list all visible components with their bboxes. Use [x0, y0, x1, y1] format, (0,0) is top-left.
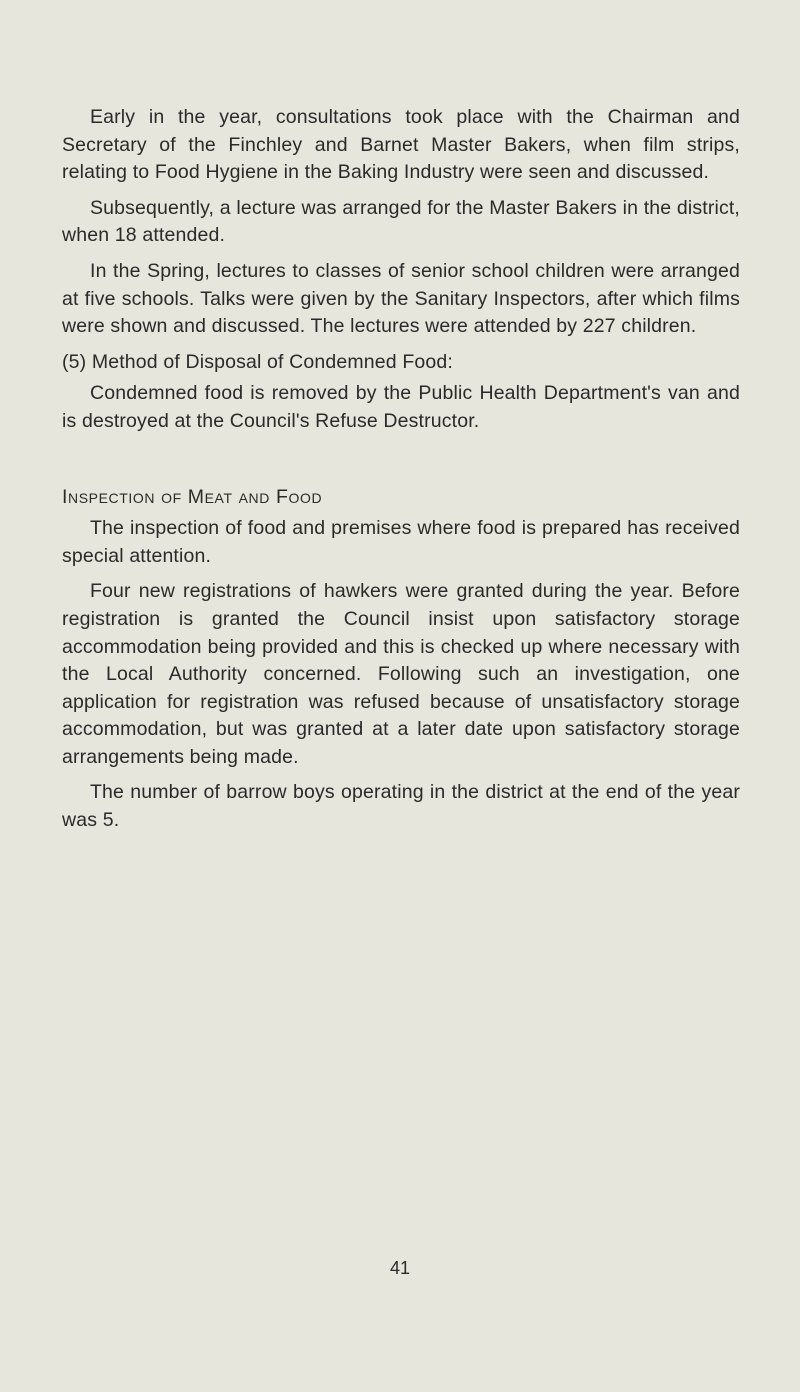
body-text [62, 104, 740, 843]
paragraph-school-lectures: In the Spring, lectures to classes of senior school children were arranged at five schools. Talks were given by the Sanitary Inspectors, after which films were shown and discussed. The lectures were attended by 227 children. [62, 259, 740, 338]
paragraph-hawkers: Four new registrations of hawkers were granted during the year. Before registration is granted the Council insist upon satisfactory storage accommodation being provided and this is checked up where necessary with the Local Authority concerned. Following such an investigation, one application for registration was refused because of unsatisfactory storage accommodation, but was granted at a later date upon satisfactory storage arrangements being made. [62, 580, 740, 768]
subheading-disposal: (5) Method of Disposal of Condemned Food: [62, 350, 453, 373]
paragraph-disposal: Condemned food is removed by the Public Health Department's van and is destroyed at the Council's Refuse Destructor. [62, 382, 740, 432]
section-heading: Inspection of Meat and Food [62, 485, 323, 508]
paragraph-barrow-boys: The number of barrow boys operating in the district at the end of the year was 5. [62, 781, 740, 832]
page-number: 41 [389, 1258, 411, 1278]
paragraph-lecture: Subsequently, a lecture was arranged for the Master Bakers in the district, when 18 attended. [62, 196, 740, 247]
paragraph-consultations: Early in the year, consultations took place with the Chairman and Secretary of the Finchley and Barnet Master Bakers, when film strips, relating to Food Hygiene in the Baking Industry were seen and discussed. [62, 106, 740, 184]
paragraph-inspection: The inspection of food and premises where food is prepared has received special attention. [62, 517, 740, 567]
